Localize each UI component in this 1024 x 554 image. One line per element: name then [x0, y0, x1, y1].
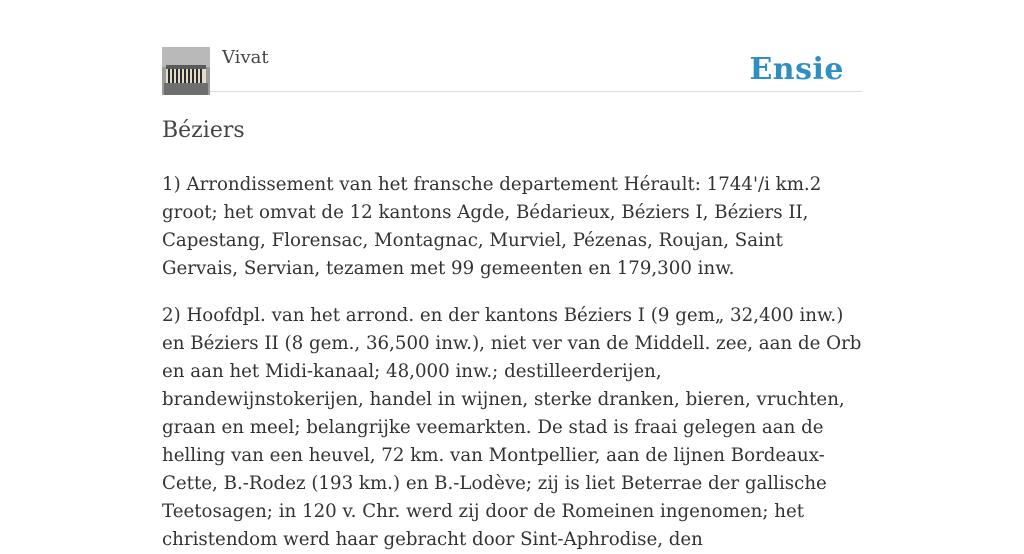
avatar-image	[162, 47, 210, 95]
author-name[interactable]: Vivat	[222, 47, 269, 68]
brand-logo[interactable]: Ensie	[749, 52, 844, 87]
page-title: Béziers	[162, 118, 245, 143]
avatar[interactable]	[162, 47, 210, 95]
definition-paragraph-2: 2) Hoofdpl. van het arrond. en der kantons Béziers I (9 gem„ 32,400 inw.) en Béziers II (8 gem., 36,500 inw.), niet ver van de Middell. zee, aan de Orb en aan het Midi-kanaal; 48,000 inw.; destilleerderijen, brandewijnstokerijen, handel in wijnen, sterke dranken, bieren, vruchten, graan en meel; belangrijke veemarkten. De stad is fraai gelegen aan de helling van een heuvel, 72 km. van Montpellier, aan de lijnen Bordeaux-Cette, B.-Rodez (193 km.) en B.-Lodève; zij is liet Beterrae der gallische Teetosagen; in 120 v. Chr. werd zij door de Romeinen ingenomen; het christendom werd haar gebracht door Sint-Aphrodise, den	[162, 305, 862, 550]
page	[162, 0, 862, 554]
header	[162, 0, 862, 92]
definition-paragraph-1: 1) Arrondissement van het fransche departement Hérault: 1744'/i km.2 groot; het omvat de 12 kantons Agde, Bédarieux, Béziers I, Béziers II, Capestang, Florensac, Montagnac, Murviel, Pézenas, Roujan, Saint Gervais, Servian, tezamen met 99 gemeenten en 179,300 inw.	[162, 174, 822, 279]
